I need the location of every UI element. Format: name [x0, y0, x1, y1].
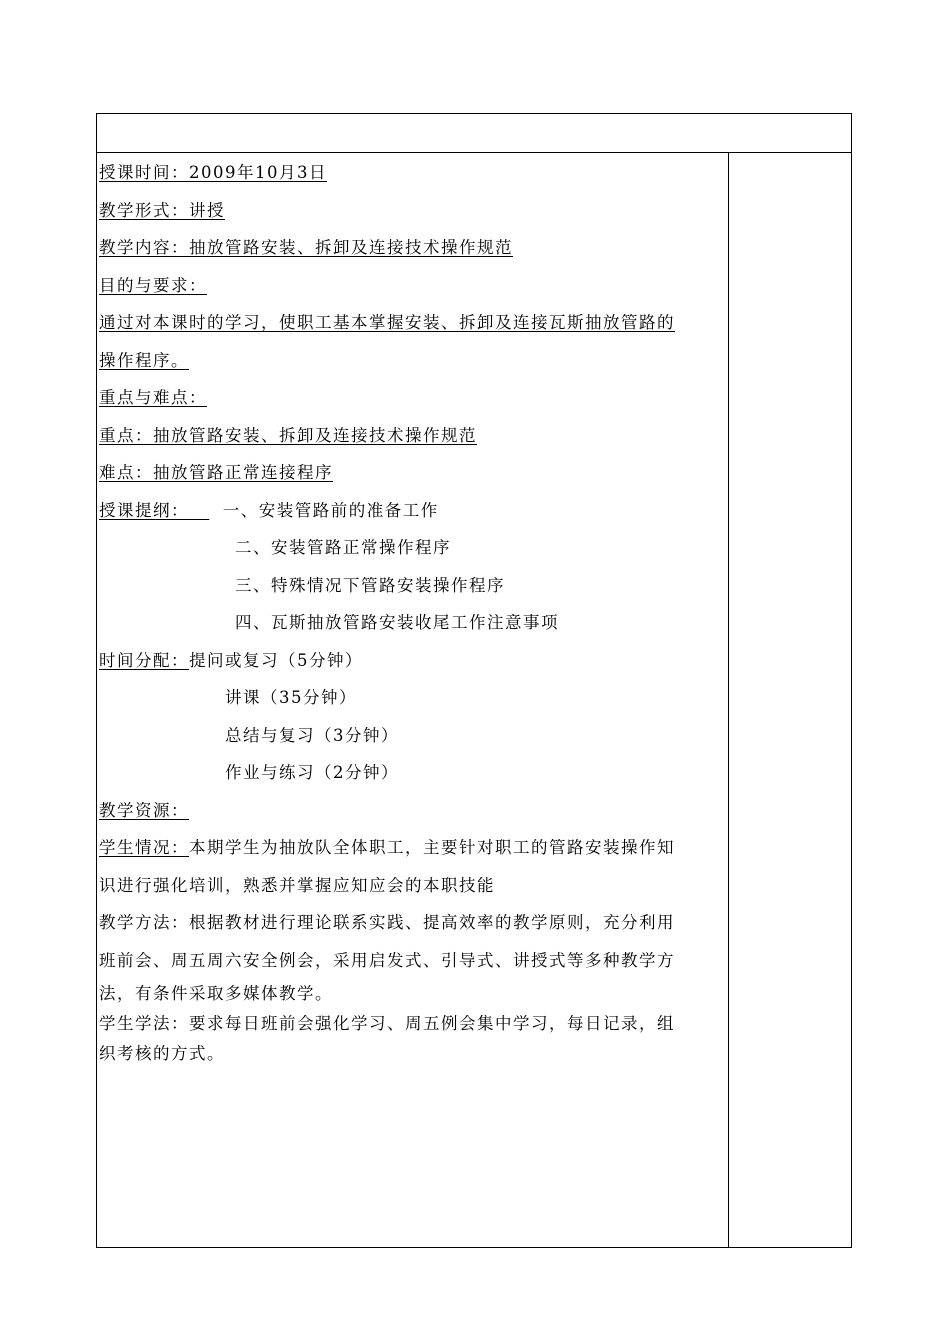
- method-text-line-1: 教学方法：根据教材进行理论联系实践、提高效率的教学原则，充分利用: [99, 913, 675, 932]
- lesson-plan-table: [96, 113, 852, 1248]
- teaching-form: 教学形式：讲授: [99, 200, 225, 220]
- outline-item: 一、安装管路前的准备工作: [222, 500, 439, 520]
- table-header-row: [97, 114, 851, 153]
- method-text-line-3: 法，有条件采取多媒体教学。: [99, 984, 333, 1003]
- time-row-1: [99, 642, 719, 680]
- difficult-point: 难点：抽放管路正常连接程序: [99, 463, 333, 482]
- time-item: 总结与复习（3分钟）: [225, 725, 399, 745]
- key-point: 重点：抽放管路安装、拆卸及连接技术操作规范: [99, 425, 477, 445]
- study-text-line-1: 学生学法：要求每日班前会强化学习、周五例会集中学习，每日记录，组: [99, 1014, 675, 1033]
- time-item: 提问或复习（5分钟）: [189, 650, 363, 670]
- outline-item: 三、特殊情况下管路安装操作程序: [235, 575, 505, 595]
- resources-heading: 教学资源：: [99, 800, 189, 820]
- time-allocation-label: 时间分配：: [99, 650, 189, 670]
- right-column-divider: [728, 153, 729, 1247]
- key-difficult-heading: 重点与难点：: [99, 388, 207, 407]
- student-text-line-2: 识进行强化培训，熟悉并掌握应知应会的本职技能: [99, 875, 495, 895]
- student-row-1: [99, 829, 719, 867]
- student-label: 学生情况：: [99, 838, 189, 857]
- time-item: 作业与练习（2分钟）: [225, 763, 399, 782]
- lesson-time: 授课时间：2009年10月3日: [99, 163, 327, 182]
- student-text-line-1: 本期学生为抽放队全体职工，主要针对职工的管路安装操作知: [189, 838, 675, 857]
- outline-label: 授课提纲：: [99, 500, 189, 520]
- study-text-line-2: 织考核的方式。: [99, 1044, 225, 1063]
- outline-row-1: [99, 492, 719, 530]
- outline-item: 四、瓦斯抽放管路安装收尾工作注意事项: [235, 613, 559, 632]
- time-item: 讲课（35分钟）: [225, 688, 357, 707]
- method-text-line-2: 班前会、周五周六安全例会，采用启发式、引导式、讲授式等多种教学方: [99, 950, 675, 970]
- outline-item: 二、安装管路正常操作程序: [235, 538, 451, 557]
- teaching-content: 教学内容：抽放管路安装、拆卸及连接技术操作规范: [99, 238, 513, 257]
- goal-heading: 目的与要求：: [99, 275, 207, 295]
- goal-text-line-2: 操作程序。: [99, 350, 189, 370]
- lesson-plan-content: [99, 154, 719, 1069]
- goal-text-line-1: 通过对本课时的学习，使职工基本掌握安装、拆卸及连接瓦斯抽放管路的: [99, 313, 675, 332]
